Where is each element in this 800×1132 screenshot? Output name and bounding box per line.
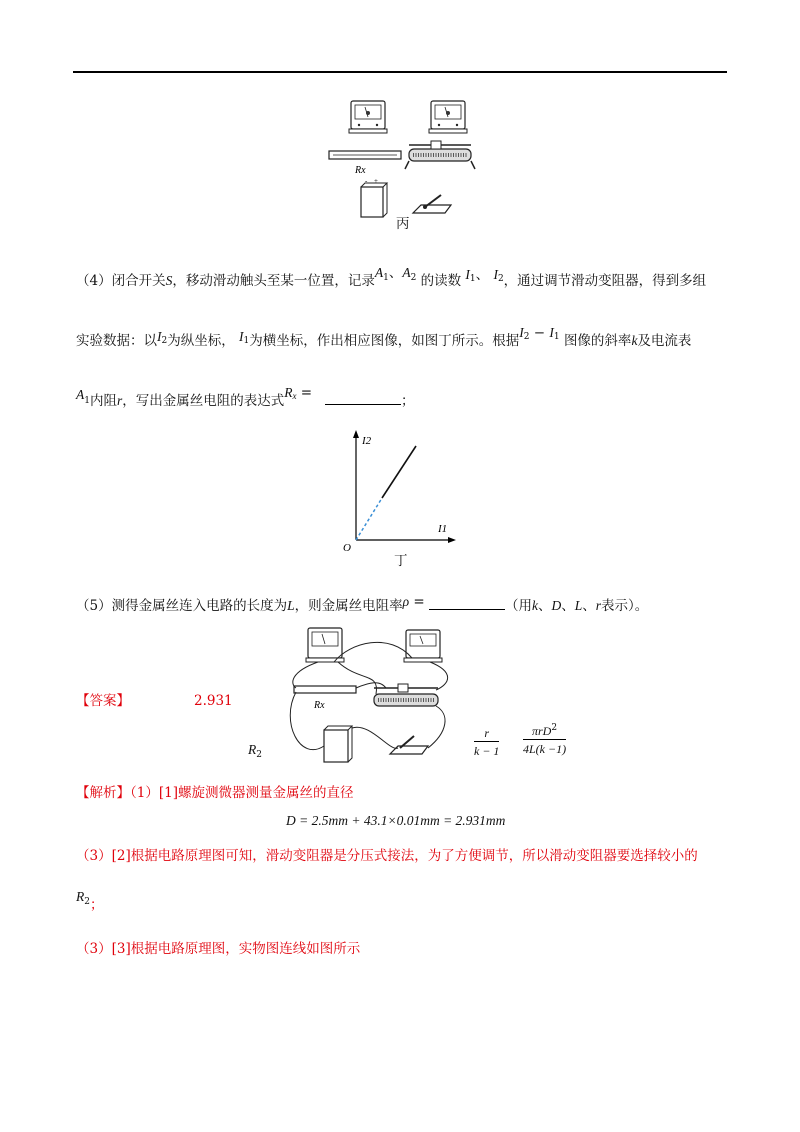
q4-line1: （4）闭合开关S，移动滑动触头至某一位置，记录$A^1$、$A^2$ 的读数 $I^1$、 $I^2$，通过调节滑动变阻器，得到多组 (76, 265, 707, 289)
x-axis-label: I1 (438, 523, 448, 535)
answer-fraction-2: πrD$^2$ 4L(k −1) (523, 723, 567, 756)
header-rule (73, 71, 727, 73)
figure-bing-apparatus (325, 95, 485, 235)
svg-text:+: + (374, 177, 378, 185)
q5-line: （5）测得金属丝连入电路的长度为L，则金属丝电阻率ρ = （用k、D、L、r表示）。 (76, 594, 649, 614)
analysis-formula: D = 2.5mm + 43.1×0.01mm = 2.931mm (286, 813, 506, 828)
switch-icon (413, 195, 451, 213)
svg-text:Rx: Rx (314, 700, 325, 711)
battery-icon (361, 177, 387, 217)
analysis-label: 【解析】 (76, 785, 130, 801)
answer-value: 2.931 (194, 693, 233, 709)
answer-label: 【答案】 (76, 693, 130, 709)
analysis-line3: （3）[3]根据电路原理图，实物图连线如图所示 (76, 941, 361, 957)
origin-label: O (343, 542, 351, 554)
figure-ding-caption: 丁 (394, 553, 408, 569)
answer-r2: $R_2$ (248, 742, 262, 760)
analysis-line1: 【解析】（1）[1]螺旋测微器测量金属丝的直径 (76, 785, 354, 801)
x-axis-arrow (448, 537, 456, 543)
ammeter-a2-icon (429, 101, 467, 133)
figure-ding-graph (340, 428, 460, 570)
rx-wire-icon (329, 151, 401, 159)
rx-answer-blank (325, 392, 401, 405)
y-axis-label: I2 (362, 435, 372, 447)
figure-bing-caption: 丙 (396, 216, 410, 232)
switch-icon (390, 736, 428, 754)
ammeter-a1-icon (349, 101, 387, 133)
svg-text:-: - (365, 177, 368, 185)
analysis-line2-r2: $R_2$； (76, 889, 104, 913)
extrapolated-line (356, 498, 382, 540)
rx-wire-icon (294, 686, 356, 693)
q4-line2: 实验数据：以I2为纵坐标， I1为横坐标，作出相应图像，如图丁所示。根据$I^2 - I^1$ 图像的斜率k及电流表 (76, 325, 692, 349)
data-line (382, 446, 416, 498)
analysis-line2: （3）[2]根据电路原理图可知，滑动变阻器是分压式接法，为了方便调节，所以滑动变阻器要选择较小的 (76, 848, 698, 864)
rheostat-icon (405, 141, 475, 169)
rheostat-icon (374, 684, 438, 706)
rho-answer-blank (429, 597, 505, 610)
y-axis-arrow (353, 430, 359, 438)
battery-icon (324, 726, 352, 762)
answer-wiring-figure (280, 622, 470, 767)
q4-line3: A1内阻r，写出金属丝电阻的表达式$R^x$ = ； (76, 385, 415, 409)
rx-label: Rx (355, 165, 366, 176)
answer-fraction-1: r k − 1 (474, 726, 500, 758)
ammeter-a2-icon (404, 630, 442, 662)
